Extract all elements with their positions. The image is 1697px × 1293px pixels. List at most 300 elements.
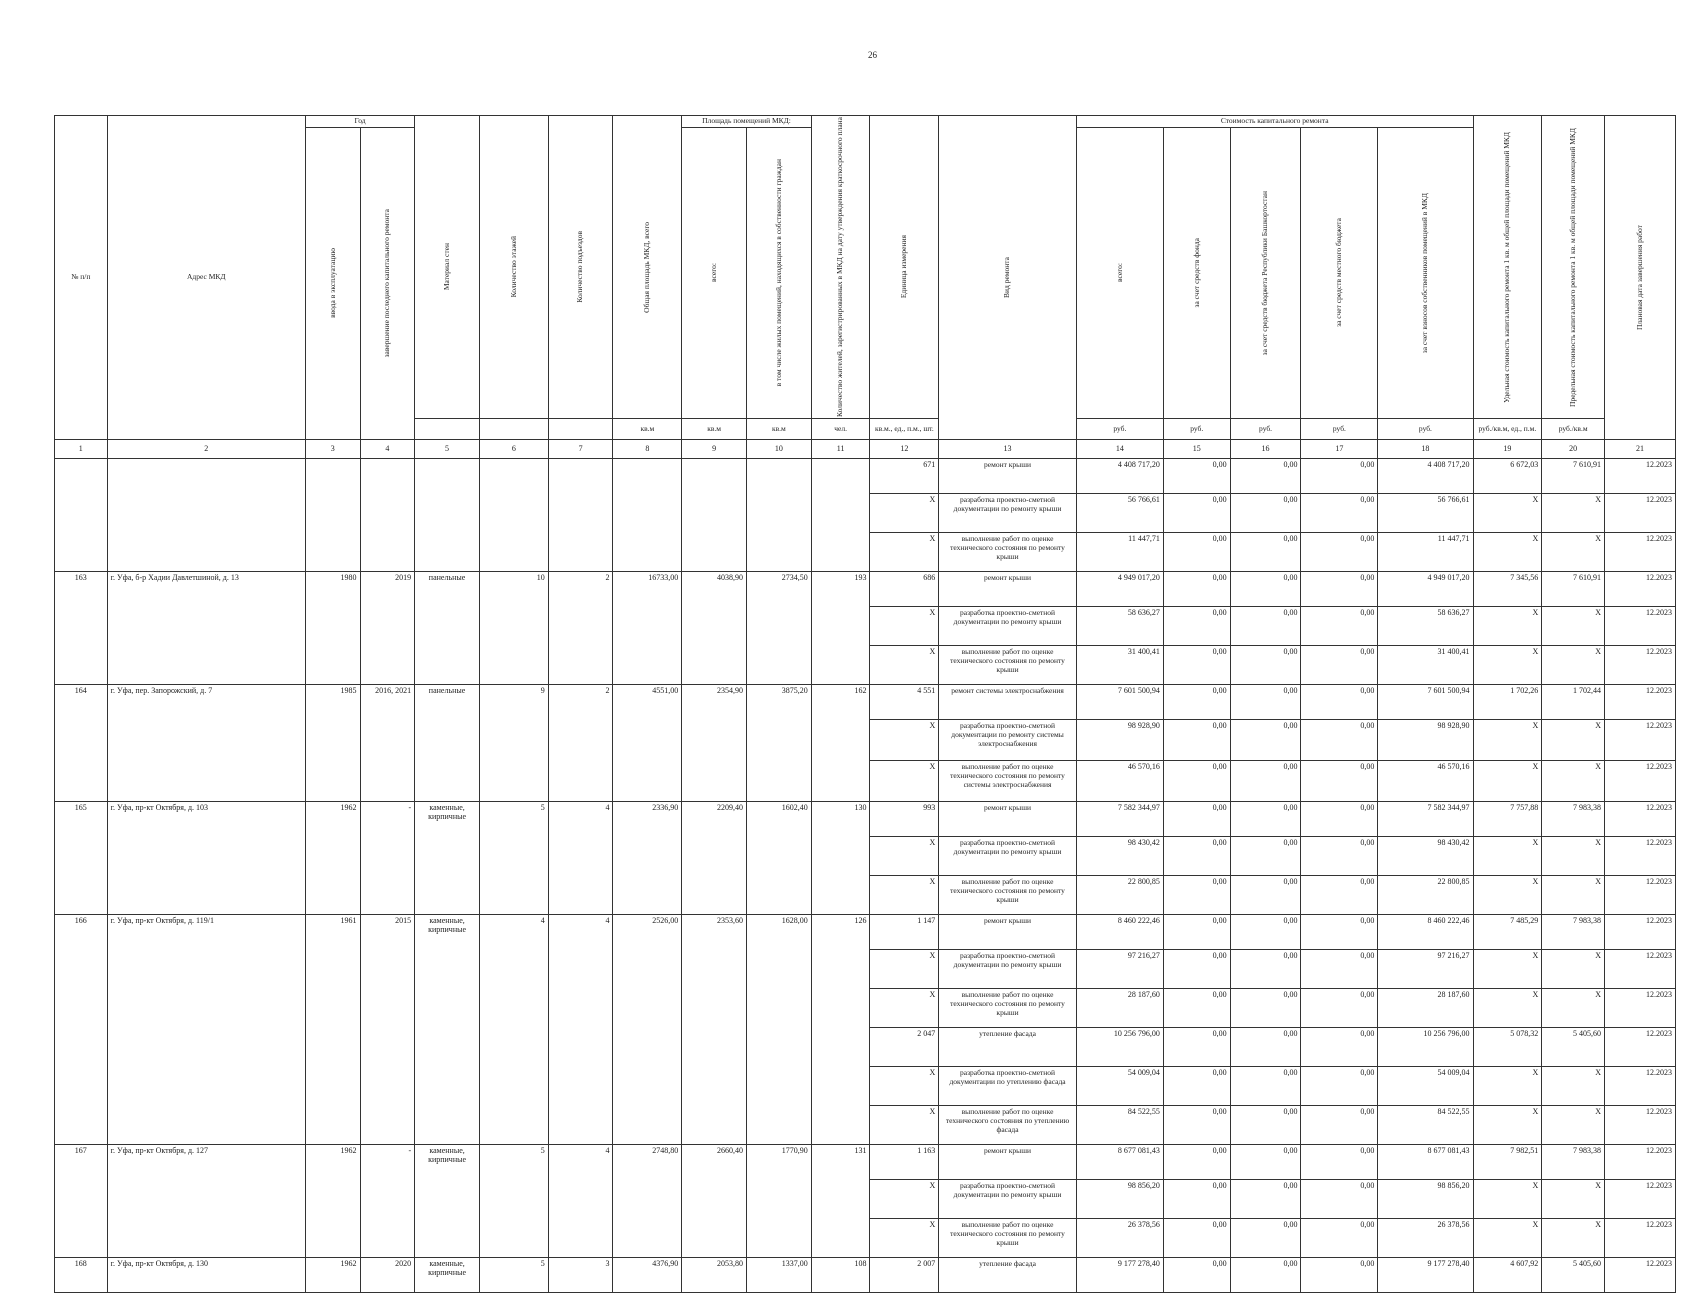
cost-local: 0,00 bbox=[1301, 1219, 1378, 1258]
deadline-date: 12.2023 bbox=[1605, 572, 1676, 607]
residents-count bbox=[811, 459, 870, 494]
cost-fund: 0,00 bbox=[1163, 459, 1230, 494]
specific-cost: X bbox=[1473, 1219, 1542, 1258]
building-address bbox=[107, 533, 305, 572]
work-quantity: 686 bbox=[870, 572, 939, 607]
unit-cell: руб. bbox=[1378, 419, 1473, 440]
cost-republic: 0,00 bbox=[1230, 915, 1301, 950]
building-address bbox=[107, 607, 305, 646]
cost-republic: 0,00 bbox=[1230, 1145, 1301, 1180]
residents-count bbox=[811, 494, 870, 533]
table-row bbox=[55, 720, 1676, 761]
deadline-date: 12.2023 bbox=[1605, 989, 1676, 1028]
max-cost: X bbox=[1542, 837, 1605, 876]
work-quantity: X bbox=[870, 837, 939, 876]
column-number: 13 bbox=[939, 440, 1077, 459]
work-type: выполнение работ по оценке технического состояния по ремонту крыши bbox=[939, 533, 1077, 572]
cost-republic: 0,00 bbox=[1230, 1180, 1301, 1219]
cost-republic: 0,00 bbox=[1230, 1106, 1301, 1145]
wall-material bbox=[415, 533, 480, 572]
residents-count bbox=[811, 646, 870, 685]
year-commission bbox=[305, 1106, 360, 1145]
floors-count bbox=[479, 1106, 548, 1145]
premises-residential bbox=[747, 1028, 812, 1067]
cost-republic: 0,00 bbox=[1230, 837, 1301, 876]
premises-total: 2660,40 bbox=[682, 1145, 747, 1180]
column-number: 1 bbox=[55, 440, 108, 459]
year-last-repair bbox=[360, 720, 415, 761]
column-number: 21 bbox=[1605, 440, 1676, 459]
cost-total: 97 216,27 bbox=[1076, 950, 1163, 989]
specific-cost: X bbox=[1473, 607, 1542, 646]
building-number: 164 bbox=[55, 685, 108, 720]
cost-owners: 98 928,90 bbox=[1378, 720, 1473, 761]
cost-owners: 54 009,04 bbox=[1378, 1067, 1473, 1106]
floors-count bbox=[479, 646, 548, 685]
work-type: разработка проектно-сметной документации по ремонту крыши bbox=[939, 950, 1077, 989]
header-premises-group: Площадь помещений МКД: bbox=[682, 116, 812, 128]
table-row bbox=[55, 950, 1676, 989]
max-cost: X bbox=[1542, 876, 1605, 915]
premises-total bbox=[682, 646, 747, 685]
max-cost: 7 983,38 bbox=[1542, 802, 1605, 837]
building-address bbox=[107, 459, 305, 494]
total-area: 4376,90 bbox=[613, 1258, 682, 1293]
residents-count bbox=[811, 1180, 870, 1219]
cost-total: 22 800,85 bbox=[1076, 876, 1163, 915]
wall-material bbox=[415, 1028, 480, 1067]
premises-total bbox=[682, 761, 747, 802]
building-number: 165 bbox=[55, 802, 108, 837]
year-last-repair: 2020 bbox=[360, 1258, 415, 1293]
header-total-area: Общая площадь МКД, всего bbox=[613, 116, 682, 419]
cost-local: 0,00 bbox=[1301, 989, 1378, 1028]
cost-local: 0,00 bbox=[1301, 1180, 1378, 1219]
unit-cell: руб./кв.м, ед., п.м. bbox=[1473, 419, 1542, 440]
repair-plan-table bbox=[54, 115, 1676, 1293]
entrances-count bbox=[548, 837, 613, 876]
year-commission bbox=[305, 646, 360, 685]
column-number: 19 bbox=[1473, 440, 1542, 459]
table-row bbox=[55, 802, 1676, 837]
column-number: 3 bbox=[305, 440, 360, 459]
deadline-date: 12.2023 bbox=[1605, 607, 1676, 646]
specific-cost: X bbox=[1473, 876, 1542, 915]
column-number: 12 bbox=[870, 440, 939, 459]
premises-total: 2353,60 bbox=[682, 915, 747, 950]
specific-cost: X bbox=[1473, 720, 1542, 761]
unit-cell: кв.м bbox=[682, 419, 747, 440]
premises-residential bbox=[747, 876, 812, 915]
cost-owners: 8 460 222,46 bbox=[1378, 915, 1473, 950]
header-cost-owners: за счет взносов собственников помещений в МКД bbox=[1378, 127, 1473, 418]
year-last-repair: 2016, 2021 bbox=[360, 685, 415, 720]
deadline-date: 12.2023 bbox=[1605, 494, 1676, 533]
residents-count bbox=[811, 837, 870, 876]
cost-fund: 0,00 bbox=[1163, 1067, 1230, 1106]
year-last-repair: 2019 bbox=[360, 572, 415, 607]
floors-count bbox=[479, 607, 548, 646]
residents-count bbox=[811, 1067, 870, 1106]
deadline-date: 12.2023 bbox=[1605, 802, 1676, 837]
column-number: 9 bbox=[682, 440, 747, 459]
work-quantity: 993 bbox=[870, 802, 939, 837]
work-type: утепление фасада bbox=[939, 1028, 1077, 1067]
cost-total: 11 447,71 bbox=[1076, 533, 1163, 572]
cost-fund: 0,00 bbox=[1163, 915, 1230, 950]
cost-fund: 0,00 bbox=[1163, 1106, 1230, 1145]
column-number: 14 bbox=[1076, 440, 1163, 459]
premises-residential bbox=[747, 761, 812, 802]
wall-material bbox=[415, 761, 480, 802]
table-row bbox=[55, 1028, 1676, 1067]
building-number bbox=[55, 494, 108, 533]
floors-count bbox=[479, 1067, 548, 1106]
total-area bbox=[613, 533, 682, 572]
year-commission: 1962 bbox=[305, 802, 360, 837]
cost-fund: 0,00 bbox=[1163, 1258, 1230, 1293]
specific-cost: 5 078,32 bbox=[1473, 1028, 1542, 1067]
cost-total: 8 677 081,43 bbox=[1076, 1145, 1163, 1180]
work-type: утепление фасада bbox=[939, 1258, 1077, 1293]
premises-residential: 1602,40 bbox=[747, 802, 812, 837]
premises-residential bbox=[747, 646, 812, 685]
cost-fund: 0,00 bbox=[1163, 1219, 1230, 1258]
cost-local: 0,00 bbox=[1301, 494, 1378, 533]
work-quantity: X bbox=[870, 494, 939, 533]
year-last-repair: - bbox=[360, 802, 415, 837]
building-number bbox=[55, 837, 108, 876]
cost-fund: 0,00 bbox=[1163, 837, 1230, 876]
premises-total bbox=[682, 1028, 747, 1067]
column-number: 6 bbox=[479, 440, 548, 459]
floors-count: 9 bbox=[479, 685, 548, 720]
building-number bbox=[55, 761, 108, 802]
cost-total: 4 949 017,20 bbox=[1076, 572, 1163, 607]
cost-fund: 0,00 bbox=[1163, 607, 1230, 646]
cost-republic: 0,00 bbox=[1230, 1219, 1301, 1258]
year-commission: 1962 bbox=[305, 1145, 360, 1180]
cost-republic: 0,00 bbox=[1230, 950, 1301, 989]
cost-owners: 58 636,27 bbox=[1378, 607, 1473, 646]
cost-owners: 26 378,56 bbox=[1378, 1219, 1473, 1258]
table-row bbox=[55, 915, 1676, 950]
premises-residential bbox=[747, 950, 812, 989]
building-address bbox=[107, 1219, 305, 1258]
premises-residential bbox=[747, 837, 812, 876]
table-row bbox=[55, 459, 1676, 494]
cost-local: 0,00 bbox=[1301, 950, 1378, 989]
deadline-date: 12.2023 bbox=[1605, 720, 1676, 761]
work-quantity: 4 551 bbox=[870, 685, 939, 720]
premises-residential bbox=[747, 720, 812, 761]
max-cost: 7 983,38 bbox=[1542, 1145, 1605, 1180]
unit-cell: руб. bbox=[1230, 419, 1301, 440]
entrances-count bbox=[548, 494, 613, 533]
building-number bbox=[55, 876, 108, 915]
specific-cost: 7 982,51 bbox=[1473, 1145, 1542, 1180]
floors-count bbox=[479, 876, 548, 915]
premises-total bbox=[682, 459, 747, 494]
year-commission bbox=[305, 607, 360, 646]
cost-local: 0,00 bbox=[1301, 761, 1378, 802]
floors-count bbox=[479, 1028, 548, 1067]
floors-count bbox=[479, 459, 548, 494]
floors-count: 5 bbox=[479, 802, 548, 837]
max-cost: X bbox=[1542, 1219, 1605, 1258]
premises-total bbox=[682, 1180, 747, 1219]
total-area bbox=[613, 950, 682, 989]
premises-residential bbox=[747, 1067, 812, 1106]
header-specific-cost: Удельная стоимость капитального ремонта 1 кв. м общей площади помещений МКД bbox=[1473, 116, 1542, 419]
cost-fund: 0,00 bbox=[1163, 802, 1230, 837]
building-number bbox=[55, 459, 108, 494]
work-type: разработка проектно-сметной документации по ремонту крыши bbox=[939, 494, 1077, 533]
premises-total bbox=[682, 1106, 747, 1145]
total-area bbox=[613, 459, 682, 494]
cost-owners: 7 601 500,94 bbox=[1378, 685, 1473, 720]
total-area: 4551,00 bbox=[613, 685, 682, 720]
specific-cost: X bbox=[1473, 837, 1542, 876]
column-number: 11 bbox=[811, 440, 870, 459]
year-last-repair bbox=[360, 1219, 415, 1258]
entrances-count bbox=[548, 720, 613, 761]
cost-owners: 7 582 344,97 bbox=[1378, 802, 1473, 837]
total-area bbox=[613, 876, 682, 915]
wall-material: панельные bbox=[415, 685, 480, 720]
cost-local: 0,00 bbox=[1301, 1028, 1378, 1067]
work-quantity: X bbox=[870, 533, 939, 572]
deadline-date: 12.2023 bbox=[1605, 1145, 1676, 1180]
cost-republic: 0,00 bbox=[1230, 802, 1301, 837]
year-commission bbox=[305, 1067, 360, 1106]
deadline-date: 12.2023 bbox=[1605, 950, 1676, 989]
table-row bbox=[55, 1258, 1676, 1293]
cost-local: 0,00 bbox=[1301, 1145, 1378, 1180]
specific-cost: X bbox=[1473, 494, 1542, 533]
building-address bbox=[107, 876, 305, 915]
building-address bbox=[107, 1106, 305, 1145]
building-address bbox=[107, 1028, 305, 1067]
work-type: выполнение работ по оценке технического состояния по ремонту крыши bbox=[939, 646, 1077, 685]
header-max-cost: Предельная стоимость капитального ремонта 1 кв. м общей площади помещений МКД bbox=[1542, 116, 1605, 419]
deadline-date: 12.2023 bbox=[1605, 761, 1676, 802]
residents-count: 131 bbox=[811, 1145, 870, 1180]
floors-count bbox=[479, 837, 548, 876]
floors-count bbox=[479, 533, 548, 572]
building-address bbox=[107, 989, 305, 1028]
table-row bbox=[55, 1180, 1676, 1219]
max-cost: 5 405,60 bbox=[1542, 1258, 1605, 1293]
residents-count bbox=[811, 761, 870, 802]
header-year-group: Год bbox=[305, 116, 414, 128]
cost-republic: 0,00 bbox=[1230, 1067, 1301, 1106]
unit-cell: чел. bbox=[811, 419, 870, 440]
wall-material bbox=[415, 646, 480, 685]
entrances-count: 4 bbox=[548, 802, 613, 837]
entrances-count: 4 bbox=[548, 1145, 613, 1180]
wall-material bbox=[415, 459, 480, 494]
deadline-date: 12.2023 bbox=[1605, 1258, 1676, 1293]
table-row bbox=[55, 989, 1676, 1028]
specific-cost: X bbox=[1473, 1067, 1542, 1106]
cost-local: 0,00 bbox=[1301, 915, 1378, 950]
cost-republic: 0,00 bbox=[1230, 720, 1301, 761]
deadline-date: 12.2023 bbox=[1605, 837, 1676, 876]
building-number: 163 bbox=[55, 572, 108, 607]
premises-residential bbox=[747, 1106, 812, 1145]
total-area: 2748,80 bbox=[613, 1145, 682, 1180]
entrances-count bbox=[548, 950, 613, 989]
max-cost: 5 405,60 bbox=[1542, 1028, 1605, 1067]
max-cost: X bbox=[1542, 989, 1605, 1028]
deadline-date: 12.2023 bbox=[1605, 1180, 1676, 1219]
specific-cost: X bbox=[1473, 533, 1542, 572]
residents-count bbox=[811, 989, 870, 1028]
floors-count bbox=[479, 950, 548, 989]
cost-total: 4 408 717,20 bbox=[1076, 459, 1163, 494]
table-row bbox=[55, 761, 1676, 802]
max-cost: 7 610,91 bbox=[1542, 572, 1605, 607]
cost-local: 0,00 bbox=[1301, 533, 1378, 572]
work-quantity: X bbox=[870, 1180, 939, 1219]
cost-fund: 0,00 bbox=[1163, 950, 1230, 989]
header-year-commission: ввода в эксплуатацию bbox=[305, 127, 360, 439]
premises-total bbox=[682, 494, 747, 533]
cost-republic: 0,00 bbox=[1230, 494, 1301, 533]
year-last-repair bbox=[360, 1028, 415, 1067]
residents-count bbox=[811, 533, 870, 572]
year-last-repair bbox=[360, 459, 415, 494]
floors-count: 4 bbox=[479, 915, 548, 950]
premises-residential bbox=[747, 533, 812, 572]
cost-owners: 4 949 017,20 bbox=[1378, 572, 1473, 607]
premises-total bbox=[682, 1067, 747, 1106]
column-number: 2 bbox=[107, 440, 305, 459]
floors-count bbox=[479, 720, 548, 761]
column-number: 16 bbox=[1230, 440, 1301, 459]
work-quantity: 671 bbox=[870, 459, 939, 494]
wall-material bbox=[415, 1180, 480, 1219]
building-number bbox=[55, 607, 108, 646]
wall-material bbox=[415, 720, 480, 761]
cost-fund: 0,00 bbox=[1163, 720, 1230, 761]
premises-residential bbox=[747, 607, 812, 646]
premises-total: 2053,80 bbox=[682, 1258, 747, 1293]
building-number bbox=[55, 646, 108, 685]
max-cost: X bbox=[1542, 494, 1605, 533]
cost-total: 31 400,41 bbox=[1076, 646, 1163, 685]
residents-count: 108 bbox=[811, 1258, 870, 1293]
max-cost: 7 610,91 bbox=[1542, 459, 1605, 494]
floors-count: 5 bbox=[479, 1145, 548, 1180]
residents-count bbox=[811, 720, 870, 761]
premises-total: 2209,40 bbox=[682, 802, 747, 837]
cost-owners: 10 256 796,00 bbox=[1378, 1028, 1473, 1067]
floors-count: 10 bbox=[479, 572, 548, 607]
wall-material: каменные, кирпичные bbox=[415, 1258, 480, 1293]
cost-total: 46 570,16 bbox=[1076, 761, 1163, 802]
year-commission bbox=[305, 1219, 360, 1258]
deadline-date: 12.2023 bbox=[1605, 876, 1676, 915]
year-commission bbox=[305, 950, 360, 989]
header-cost-group: Стоимость капитального ремонта bbox=[1076, 116, 1473, 128]
year-last-repair bbox=[360, 989, 415, 1028]
cost-local: 0,00 bbox=[1301, 685, 1378, 720]
premises-total: 2354,90 bbox=[682, 685, 747, 720]
work-quantity: X bbox=[870, 1106, 939, 1145]
year-last-repair bbox=[360, 876, 415, 915]
premises-total: 4038,90 bbox=[682, 572, 747, 607]
building-number bbox=[55, 720, 108, 761]
year-last-repair bbox=[360, 761, 415, 802]
year-commission bbox=[305, 989, 360, 1028]
wall-material: панельные bbox=[415, 572, 480, 607]
unit-cell: кв.м bbox=[747, 419, 812, 440]
max-cost: X bbox=[1542, 1180, 1605, 1219]
total-area bbox=[613, 1067, 682, 1106]
cost-fund: 0,00 bbox=[1163, 876, 1230, 915]
building-address: г. Уфа, б-р Хадии Давлетшиной, д. 13 bbox=[107, 572, 305, 607]
wall-material bbox=[415, 494, 480, 533]
cost-total: 8 460 222,46 bbox=[1076, 915, 1163, 950]
cost-owners: 11 447,71 bbox=[1378, 533, 1473, 572]
table-row bbox=[55, 876, 1676, 915]
total-area bbox=[613, 989, 682, 1028]
unit-cell: руб./кв.м bbox=[1542, 419, 1605, 440]
header-cost-fund: за счет средств фонда bbox=[1163, 127, 1230, 418]
premises-total bbox=[682, 1219, 747, 1258]
work-type: ремонт крыши bbox=[939, 572, 1077, 607]
work-quantity: X bbox=[870, 607, 939, 646]
table-body bbox=[55, 459, 1676, 1293]
premises-total bbox=[682, 876, 747, 915]
table-row bbox=[55, 572, 1676, 607]
work-type: ремонт системы электроснабжения bbox=[939, 685, 1077, 720]
cost-republic: 0,00 bbox=[1230, 989, 1301, 1028]
cost-total: 54 009,04 bbox=[1076, 1067, 1163, 1106]
building-address bbox=[107, 494, 305, 533]
year-last-repair bbox=[360, 646, 415, 685]
premises-residential: 1770,90 bbox=[747, 1145, 812, 1180]
building-address bbox=[107, 646, 305, 685]
cost-total: 26 378,56 bbox=[1076, 1219, 1163, 1258]
entrances-count bbox=[548, 989, 613, 1028]
unit-cell: кв.м bbox=[613, 419, 682, 440]
year-commission bbox=[305, 459, 360, 494]
work-type: выполнение работ по оценке технического состояния по ремонту крыши bbox=[939, 1219, 1077, 1258]
table-row bbox=[55, 494, 1676, 533]
cost-local: 0,00 bbox=[1301, 459, 1378, 494]
building-number bbox=[55, 950, 108, 989]
residents-count: 130 bbox=[811, 802, 870, 837]
cost-owners: 22 800,85 bbox=[1378, 876, 1473, 915]
total-area bbox=[613, 1180, 682, 1219]
residents-count: 126 bbox=[811, 915, 870, 950]
wall-material: каменные, кирпичные bbox=[415, 1145, 480, 1180]
floors-count bbox=[479, 1180, 548, 1219]
building-number: 166 bbox=[55, 915, 108, 950]
cost-local: 0,00 bbox=[1301, 837, 1378, 876]
cost-total: 7 601 500,94 bbox=[1076, 685, 1163, 720]
building-address: г. Уфа, пр-кт Октября, д. 103 bbox=[107, 802, 305, 837]
header-premises-residential: в том числе жилых помещений, находящихся в собственности граждан bbox=[747, 127, 812, 418]
building-number bbox=[55, 1106, 108, 1145]
max-cost: X bbox=[1542, 607, 1605, 646]
max-cost: X bbox=[1542, 950, 1605, 989]
column-number: 8 bbox=[613, 440, 682, 459]
header-entrances: Количество подъездов bbox=[548, 116, 613, 419]
